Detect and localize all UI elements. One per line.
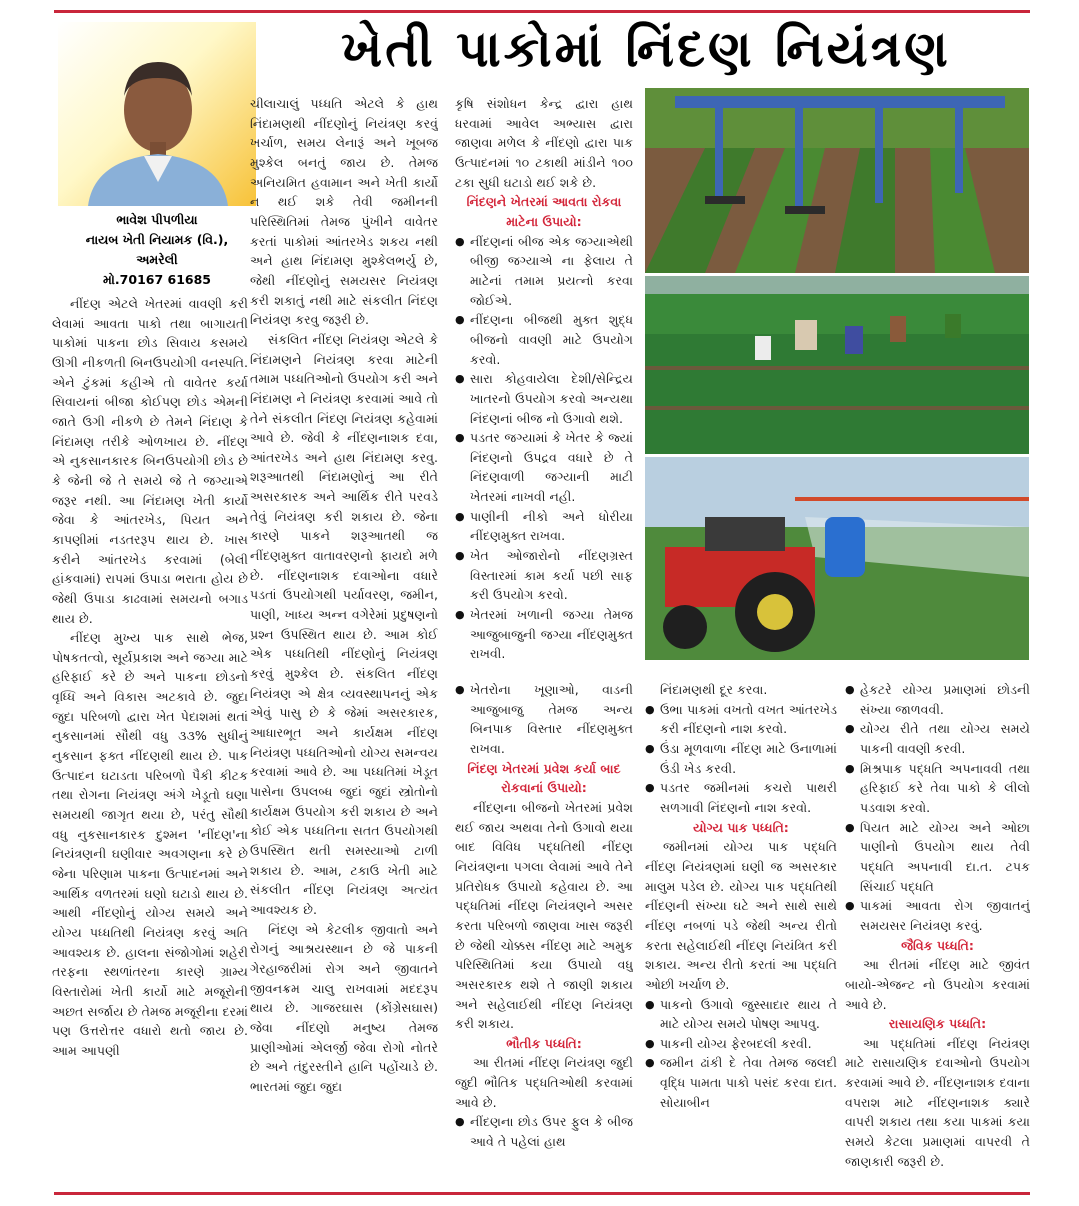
- photo-hand-weeding: [645, 276, 1029, 454]
- paragraph: નિંદણ એ કેટલીક જીવાતો અને રોગનું આશ્રયસ્થાન છે જે પાકની ગેરહાજરીમાં રોગ અને જીવાતને જીવનક્રમ ચાલુ રાખવામાં મદદરૂપ થાય છે. ગાજરઘાસ (કોંગ્રેસઘાસ) જેવા નીંદણો મનુષ્ય તેમજ પ્રાણીઓમાં એલર્જી જેવા રોગો નોતરે છે અને તંદુરસ્તીને હાનિ પહોંચાડે છે. ભારતમાં જુદા જુદા: [250, 921, 438, 1094]
- author-photo: [58, 22, 256, 206]
- paragraph: નીંદણના બીજનો ખેતરમાં પ્રવેશ થઈ જાય અથવા તેનો ઉગાવો થયા બાદ વિવિધ પદ્ધતિથી નીંદણ નિયંત્રણના પગલા લેવામાં આવે તેને પ્રતિરોધક ઉપાયો કહેવાય છે. આ પદ્ધતિમાં નીંદણ નિયંત્રણને અસર કરતા પરિબળો જાણવા ખાસ જરૂરી છે જેથી ચોક્કસ નીંદણ માટે અમુક પરિસ્થિતિમાં કયા ઉપાયો વધુ અસરકારક થશે તે જાણી શકાય અને સહેલાઈથી નીંદણ નિયંત્રણ કરી શકાય.: [455, 799, 633, 1032]
- list-item: ● નીંદણનાં બીજ એક જગ્યાએથી બીજી જગ્યાએ ના ફેલાય તે માટેનાં તમામ પ્રયત્નો કરવા જોઈએ.: [455, 232, 633, 311]
- list-item: ● પડતર જમીનમાં કચરો પાથરી સળગાવી નિંદણનો નાશ કરવો.: [645, 778, 837, 817]
- paragraph: ચીલાચાલું પધ્ધતિ એટલે કે હાથ નિંદામણથી નીંદણોનું નિયંત્રણ કરવું ખર્ચાળ, સમય લેનારૂં અને ખૂબજ મુશ્કેલ બનતું જાય છે. તેમજ અનિયમિત હવામાન અને ખેતી કાર્યો ન થઈ શકે તેવી જમીનની પરિસ્થિતિમાં તેમજ પુંખીને વાવેતર કરતાં પાકોમાં આંતરખેડ શકય નથી અને હાથ નિંદામણ મુશ્કેલભર્યુ છે, જેથી નીંદણોનું સમયસર નિયંત્રણ કરી શકાતું નથી માટે સંકલીત નિંદણ નિયંત્રણ કરવુ જરૂરી છે.: [250, 96, 438, 328]
- list-item: ● સારા કોહવાયેલા દેશી/સેન્દ્રિય ખાતરનો ઉપયોગ કરવો અન્યથા નિંદણનાં બીજ નો ઉગાવો થશે.: [455, 369, 633, 428]
- subheading-physical-method: ભૌતીક પધ્ધતિ:: [506, 1035, 582, 1051]
- page-title: ખેતી પાકોમાં નિંદણ નિયંત્રણ: [341, 20, 951, 78]
- paragraph: આ રીતમાં નીંદણ નિયંત્રણ જુદી જુદી ભૌતિક પદ્ધતિઓથી કરવામાં આવે છે.: [455, 1055, 633, 1110]
- paragraph: કૃષિ સંશોધન કેન્દ્ર દ્વારા હાથ ધરવામાં આવેલ અભ્યાસ દ્વારા જાણવા મળેલ કે નીંદણો દ્વારા પાક ઉત્પાદનમાં ૧૦ ટકાથી માંડીને ૧૦૦ ટકા સુધી ઘટાડો થઈ શકે છે.: [455, 96, 633, 190]
- author-phone: મો.70167 61685: [102, 272, 212, 287]
- paragraph: આ રીતમાં નીંદણ માટે જીવંત બાયો-એજન્ટ નો ઉપયોગ કરવામાં આવે છે.: [845, 957, 1030, 1012]
- subheading-after-entry: નિંદણ ખેતરમાં પ્રવેશ કર્યા બાદ રોકવાનાં ઉપાયો:: [467, 760, 621, 796]
- photo-weeding-machine: [645, 88, 1029, 273]
- bullet-list-prevent-entry: [455, 232, 633, 664]
- tractor-sprayer-photo-icon: [645, 457, 1029, 660]
- list-item: ● ઉભા પાકમાં વખતો વખત આંતરખેડ કરી નીંદણનો નાશ કરવો.: [645, 700, 837, 739]
- bullet-list-prevent-entry-cont: [455, 680, 633, 759]
- list-item: ● પાકની યોગ્ય ફેરબદલી કરવી.: [645, 1034, 837, 1054]
- list-item: ● મિશ્રપાક પદ્ધતિ અપનાવવી તથા હરિફાઈ કરે તેવા પાકો કે લીલો પડવાશ કરવો.: [845, 759, 1030, 818]
- subheading-crop-method: યોગ્ય પાક પધ્ધતિ:: [693, 819, 789, 835]
- author-block: [58, 210, 256, 290]
- list-item: ● હેકટરે યોગ્ય પ્રમાણમાં છોડની સંખ્યા જાળવવી.: [845, 680, 1030, 719]
- subheading-biological-method: જૈવિક પધ્ધતિ:: [901, 937, 974, 953]
- list-item: ● પાકનો ઉગાવો જુસ્સાદાર થાય તે માટે યોગ્ય સમયે પોષણ આપવુ.: [645, 995, 837, 1034]
- author-designation: નાયબ ખેતી નિયામક (વિ.),: [85, 232, 229, 247]
- photo-tractor-sprayer: [645, 457, 1029, 660]
- list-item: ● પાણીની નીકો અને ધોરીયા નીંદણમુક્ત રાખવા.: [455, 507, 633, 546]
- list-item: ● યોગ્ય રીતે તથા યોગ્ય સમયે પાકની વાવણી કરવી.: [845, 719, 1030, 758]
- author-name: ભાવેશ પીપળીયા: [116, 212, 198, 227]
- paragraph: નીંદણ એટલે ખેતરમાં વાવણી કરી લેવામાં આવતા પાકો તથા બાગાયતી પાકોમાં પાકના છોડ સિવાય કસમયે ઊગી નીકળતી બિનઉપયોગી વનસ્પતિ. એને ટુંકમાં કહીએ તો વાવેતર કર્યા સિવાયનાં બીજા કોઈપણ છોડ એમની જાતે ઉગી નીકળે છે તેમને નિંદાણ કે નિંદામણ તરીકે ઓળખાય છે. નીંદણ એ નુકસાનકારક બિનઉપયોગી છોડ છે કે જેની જે તે સમયે જે તે જગ્યાએ જરૂર નથી. આ નિંદામણ ખેતી કાર્યો જેવા કે આંતરખેડ, પિયત અને કાપણીમાં નડતરરૂપ થાય છે. ખાસ કરીને આંતરખેડ કરવામાં (બેલી હાંકવામાં) રાપમાં ઉપાડા ભરાતા હોય છે જેથી ઉપાડા કાઢવામાં સમયનો બગાડ થાય છે.: [52, 296, 248, 626]
- column-4: [645, 680, 837, 1180]
- bottom-rule: [54, 1192, 1030, 1195]
- top-rule: [54, 10, 1030, 13]
- list-item: ● ખેત ઓજારોનો નીંદણગ્રસ્ત વિસ્તારમાં કામ કર્યા પછી સાફ કરી ઉપયોગ કરવો.: [455, 546, 633, 605]
- paragraph: સંકલિત નીંદણ નિયંત્રણ એટલે કે નિંદામણને નિયંત્રણ કરવા માટેની તમામ પધ્ધતિઓનો ઉપયોગ કરી અને નિંદામણ ને નિયંત્રણ કરવામાં આવે તો તેને સંકલીત નિંદણ નિયંત્રણ કહેવામાં આવે છે. જેવી કે નીંદણનાશક દવા, આંતરખેડ અને હાથ નિંદામણ કરવુ. શરૂઆતથી નિંદામણોનું આ રીતે અસરકારક અને આર્થિક રીતે પરવડે તેવું નિયંત્રણ કરી શકાય છે. જેના કારણે પાકને શરૂઆતથી જ નીંદણમુક્ત વાતાવરણનો ફાયદો મળે છે. નીંદણનાશક દવાઓના વધારે પડતાં ઉપયોગથી પર્યાવરણ, જમીન, પાણી, ખાધ્ય અન્ન વગેરેમાં પ્રદુષણનો પ્રશ્ન ઉપસ્થિત થાય છે. આમ કોઈ એક પધ્ધતિથી નીંદણોનું નિયંત્રણ કરવું મુશ્કેલ છે. સંકલિત નીંદણ નિયંત્રણ એ ક્ષેત્ર વ્યવસ્થાપનનું એક એવું પાસુ છે કે જેમાં અસરકારક, આધારભૂત અને કાર્યક્ષમ નીંદણ નિયંત્રણ પધ્ધતિઓનો યોગ્ય સમન્વય કરવામાં આવે છે. આ પધ્ધતિમાં ખેડૂત પાસેના ઉપલબ્ધ જુદાં જુદાં સ્ત્રોતોનો કાર્યક્ષમ ઉપયોગ કરી શકાય છે અને કોઈ એક પધ્ધતિના સતત ઉપયોગથી ઉપસ્થિત થતી સમસ્યાઓ ટાળી શકાય છે. આમ, ટકાઉ ખેતી માટે સંકલીત નીંદણ નિયંત્રણ અત્યંત આવશ્યક છે.: [250, 331, 438, 917]
- paragraph: જમીનમાં યોગ્ય પાક પદ્ધતિ નીંદણ નિયંત્રણમાં ઘણી જ અસરકાર માલુમ પડેલ છે. યોગ્ય પાક પદ્ધતિથી નીંદણની સંખ્યા ઘટે અને સાથે સાથે નીંદણ નબળાં પડે જેથી અન્ય રીતો કરતા સહેલાઈથી નીંદણ નિયંત્રિત કરી શકાય. અન્ય રીતો કરતાં આ પદ્ધતિ ઓછી ખર્ચાળ છે.: [645, 839, 837, 992]
- paragraph: આ પદ્ધતિમાં નીંદણ નિયંત્રણ માટે રાસાયણિક દવાઓનો ઉપયોગ કરવામાં આવે છે. નીંદણનાશક દવાના વપરાશ માટે નીંદણનાશક ક્યારે વાપરી શકાય તથા કયા પાકમાં કયા સમયે કેટલા પ્રમાણમાં વાપરવી તે જાણકારી જરૂરી છે.: [845, 1035, 1030, 1169]
- subheading-chemical-method: રાસાયણિક પધ્ધતિ:: [888, 1016, 987, 1032]
- list-item: ● પિયત માટે યોગ્ય અને ઓછા પાણીનો ઉપયોગ થાય તેવી પદ્ધતિ અપનાવી દા.ત. ટપક સિંચાઈ પદ્ધતિ: [845, 818, 1030, 897]
- paragraph: નીંદણ મુખ્ય પાક સાથે ભેજ, પોષકતત્વો, સૂર્યપ્રકાશ અને જગ્યા માટે હરિફાઈ કરે છે અને પાકના છોડનો વૃધ્ધિ અને વિકાસ અટકાવે છે. જુદા જુદા પરિબળો દ્વારા ખેત પેદાશમાં થતાં નુકસાનમાં સૌથી વધુ ૩૩% સુધીનું નુકસાન ફક્ત નીંદણથી થાય છે. પાક ઉત્પાદન ઘટાડતા પરિબળો પૈકી કીટક તથા રોગના નિયંત્રણ અંગે ખેડૂતો ઘણા સમયથી જાગૃત થયા છે, પરંતુ સૌથી વધુ નુકસાનકારક દુશ્મન 'નીંદણ'ના નિયંત્રણની ઘણીવાર અવગણના કરે છે જેના પરિણામ પાકના ઉત્પાદનમાં અને આર્થિક વળતરમાં ઘણો ઘટાડો થાય છે. આથી નીંદણોનું યોગ્ય સમયે અને યોગ્ય પધ્ધતિથી નિયંત્રણ કરવું અતિ આવશ્યક છે. હાલના સંજોગોમાં શહેરી તરફના સ્થળાંતરના કારણે ગ્રામ્ય વિસ્તારોમાં ખેતી કાર્યો માટે મજૂરોની અછત સર્જાય છે તેમજ મજૂરીના દરમાં પણ ઉત્તરોત્તર વધારો થતો જાય છે. આમ આપણી: [52, 630, 248, 1058]
- list-item: ● નીંદણના છોડ ઉપર ફુલ કે બીજ આવે તે પહેલાં હાથ: [455, 1112, 633, 1151]
- bullet-list-physical: [455, 1112, 633, 1151]
- bullet-list-crop-method-cont: [845, 680, 1030, 936]
- hand-weeding-workers-photo-icon: [645, 276, 1029, 454]
- author-place: અમરેલી: [136, 252, 178, 267]
- list-item: ● જમીન ઢાંકી દે તેવા તેમજ જલદી વૃદ્ધિ પામતા પાકો પસંદ કરવા દાત. સોયાબીન: [645, 1053, 837, 1112]
- weeding-machine-photo-icon: [645, 88, 1029, 273]
- author-portrait-icon: [58, 22, 256, 206]
- list-item: ● ખેતરોના ખૂણાઓ, વાડની આજુબાજુ તેમજ અન્ય બિનપાક વિસ્તાર નીંદણમુક્ત રાખવા.: [455, 680, 633, 759]
- column-1: [52, 294, 248, 1184]
- list-item: ● પાકમાં આવતા રોગ જીવાતનું સમયસર નિયંત્રણ કરવું.: [845, 896, 1030, 935]
- list-item: ● ખેતરમાં ખળાની જગ્યા તેમજ આજુબાજુની જગ્યા નીંદણમુક્ત રાખવી.: [455, 605, 633, 664]
- column-3-lower: [455, 680, 633, 1180]
- list-item: ● નીંદણના બીજથી મુક્ત શુદ્ધ બીજનો વાવણી માટે ઉપયોગ કરવો.: [455, 310, 633, 369]
- column-2: [250, 94, 438, 1184]
- bullet-list-physical-cont: [645, 700, 837, 818]
- paragraph: નિંદામણથી દૂર કરવા.: [660, 682, 768, 697]
- subheading-prevent-entry: નિંદણને ખેતરમાં આવતા રોકવા માટેના ઉપાયો:: [466, 194, 622, 229]
- list-item: ● ઉંડા મૂળવાળા નીંદણ માટે ઉનાળામાં ઉંડી ખેડ કરવી.: [645, 739, 837, 778]
- column-5: [845, 680, 1030, 1180]
- list-item: ● પડતર જગ્યામાં કે ખેતર કે જ્યાં નિંદણનો ઉપદ્રવ વધારે છે તે નિંદણવાળી જગ્યાની માટી ખેતરમાં નાખવી નહી.: [455, 428, 633, 507]
- bullet-list-crop-method: [645, 995, 837, 1113]
- column-3: [455, 94, 633, 676]
